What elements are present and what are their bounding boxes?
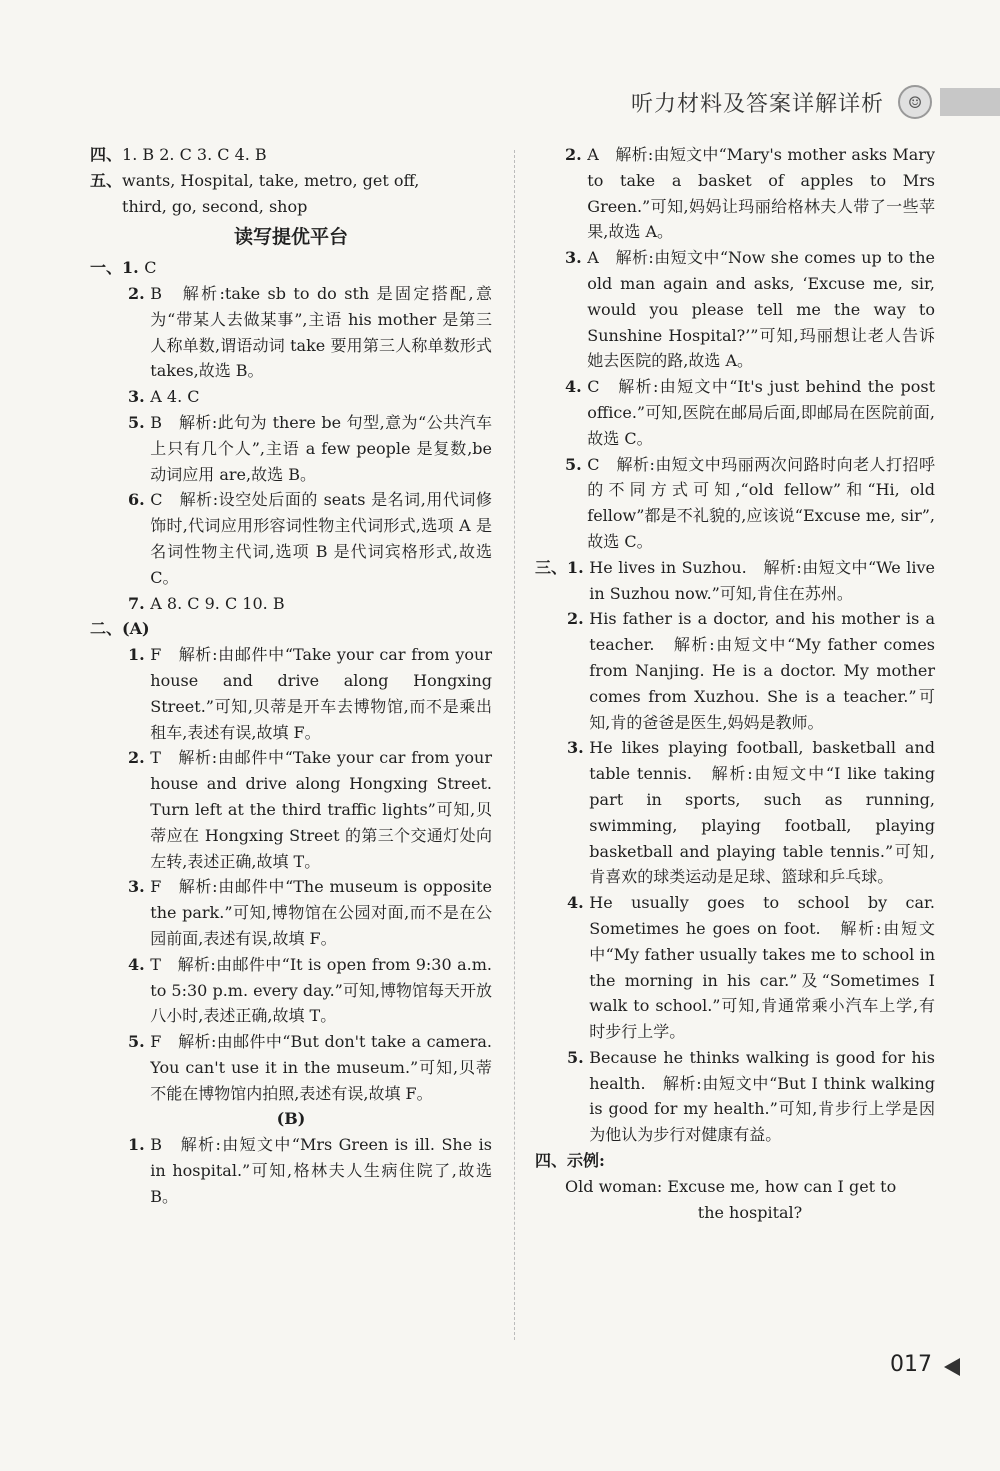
answer-item: 4. He usually goes to school by car. Sometimes he goes on foot. 解析:由短文中“My father usually takes me to school in the morning in his car.”及“Sometimes I walk to school.”可知,肯通常乘小汽车上学,有时步行上学。 [567, 893, 935, 1042]
page-header [631, 82, 1000, 122]
answer-line: wants, Hospital, take, metro, get off, [122, 170, 420, 190]
column-divider [514, 150, 515, 1340]
answer-item: 4. T 解析:由邮件中“It is open from 9:30 a.m. to 5:30 p.m. every day.”可知,博物馆每天开放八小时,表述正确,故填 T。 [128, 954, 492, 1026]
answer-item: 2. His father is a doctor, and his mother is a teacher. 解析:由短文中“My father comes from Nanjing. He is a doctor. My mother comes from Xuzhou. She is a teacher.”可知,肯的爸爸是医生,妈妈是教师。 [567, 609, 935, 732]
answer-item: 1. C [122, 258, 157, 278]
answer-item: 5. B 解析:此句为 there be 句型,意为“公共汽车上只有几个人”,主语 a few people 是复数,be 动词应用 are,故选 B。 [128, 412, 492, 484]
answer-item: 5. F 解析:由邮件中“But don't take a camera. You can't use it in the museum.”可知,贝蒂不能在博物馆内拍照,表述有误,故填 F。 [128, 1032, 492, 1103]
left-column [90, 142, 492, 1210]
section-label: 五、 [90, 170, 123, 190]
header-title: 听力材料及答案详解详析 [630, 91, 884, 117]
answer-item: 4. C 解析:由短文中“It's just behind the post office.”可知,医院在邮局后面,即邮局在医院前面,故选 C。 [565, 377, 935, 448]
right-column [535, 142, 935, 1225]
page-arrow-icon [944, 1358, 960, 1376]
answer-item: 2. T 解析:由邮件中“Take your car from your house and drive along Hongxing Street. Turn left at the third traffic lights”可知,贝蒂应在 Hongxing Street 的第三个交通灯处向左转,表述正确,故填 T。 [128, 748, 492, 871]
answer-item: 7. A 8. C 9. C 10. B [128, 593, 285, 613]
section-5-answers [90, 168, 492, 220]
answer-item: 5. C 解析:由短文中玛丽两次问路时向老人打招呼的不同方式可知,“old fellow”和“Hi, old fellow”都是不礼貌的,应该说“Excuse me, sir”,故选 C。 [565, 454, 935, 551]
example-title: 示例: [567, 1151, 605, 1171]
subsection-title-b: (B) [276, 1109, 306, 1129]
answer-text: 1. B 2. C 3. C 4. B [122, 145, 267, 164]
section-title: 读写提优平台 [233, 226, 348, 249]
section-label: 三、 [535, 557, 568, 577]
answer-item: 2. A 解析:由短文中“Mary's mother asks Mary to take a basket of apples to Mrs Green.”可知,妈妈让玛丽给格林夫人带了一些苹果,故选 A。 [565, 145, 935, 242]
answer-item: 3. A 解析:由短文中“Now she comes up to the old man again and asks, ‘Excuse me, sir, would you please tell me the way to Sunshine Hospital?’”可知,玛丽想让老人告诉她去医院的路,故选 A。 [565, 248, 935, 371]
answer-item: 1. B 解析:由短文中“Mrs Green is ill. She is in hospital.”可知,格林夫人生病住院了,故选 B。 [128, 1135, 492, 1206]
page-number: 017 [890, 1352, 932, 1377]
question-group-1 [90, 255, 492, 281]
answer-item: 6. C 解析:设空处后面的 seats 是名词,用代词修饰时,代词应用形容词性物主代词形式,选项 A 是名词性物主代词,选项 B 是代词宾格形式,故选 C。 [128, 490, 492, 587]
question-group-2 [90, 616, 492, 642]
answer-item: 3. He likes playing football, basketball and table tennis. 解析:由短文中“I like taking part in sports, such as running, swimming, playing football, playing basketball and playing table tennis.”可知,肯喜欢的球类运动是足球、篮球和乒乓球。 [567, 738, 935, 887]
answer-item: 2. B 解析:take sb to do sth 是固定搭配,意为“带某人去做某事”,主语 his mother 是第三人称单数,谓语动词 take 要用第三人称单数形式 takes,故选 B。 [128, 283, 492, 381]
example-line: the hospital? [697, 1202, 803, 1222]
header-decor-bar [940, 88, 1000, 116]
subsection-title-a: (A) [122, 619, 150, 639]
example-line: Old woman: Excuse me, how can I get to [565, 1176, 897, 1196]
answer-item: 3. F 解析:由邮件中“The museum is opposite the park.”可知,博物馆在公园对面,而不是在公园前面,表述有误,故填 F。 [128, 877, 492, 948]
section-4-answers [90, 142, 492, 168]
section-label: 四、 [535, 1151, 568, 1171]
answer-item: 3. A 4. C [128, 387, 200, 407]
answer-list-a [128, 642, 492, 1106]
smiley-logo-icon: ☺ [898, 85, 932, 119]
answer-item: 5. Because he thinks walking is good for his health. 解析:由短文中“But I think walking is good for my health.”可知,肯步行上学是因为他认为步行对健康有益。 [567, 1047, 935, 1145]
section-label: 四、 [90, 145, 123, 164]
section-label: 二、 [90, 619, 123, 639]
answer-line: third, go, second, shop [122, 196, 308, 216]
answer-item: 1. He lives in Suzhou. 解析:由短文中“We live in Suzhou now.”可知,肯住在苏州。 [567, 557, 935, 603]
question-group-3 [535, 555, 935, 1148]
question-group-4 [535, 1148, 935, 1174]
answer-item: 1. F 解析:由邮件中“Take your car from your house and drive along Hongxing Street.”可知,贝蒂是开车去博物馆,而不是乘出租车,表述有误,故填 F。 [128, 645, 492, 742]
section-label: 一、 [90, 258, 123, 278]
